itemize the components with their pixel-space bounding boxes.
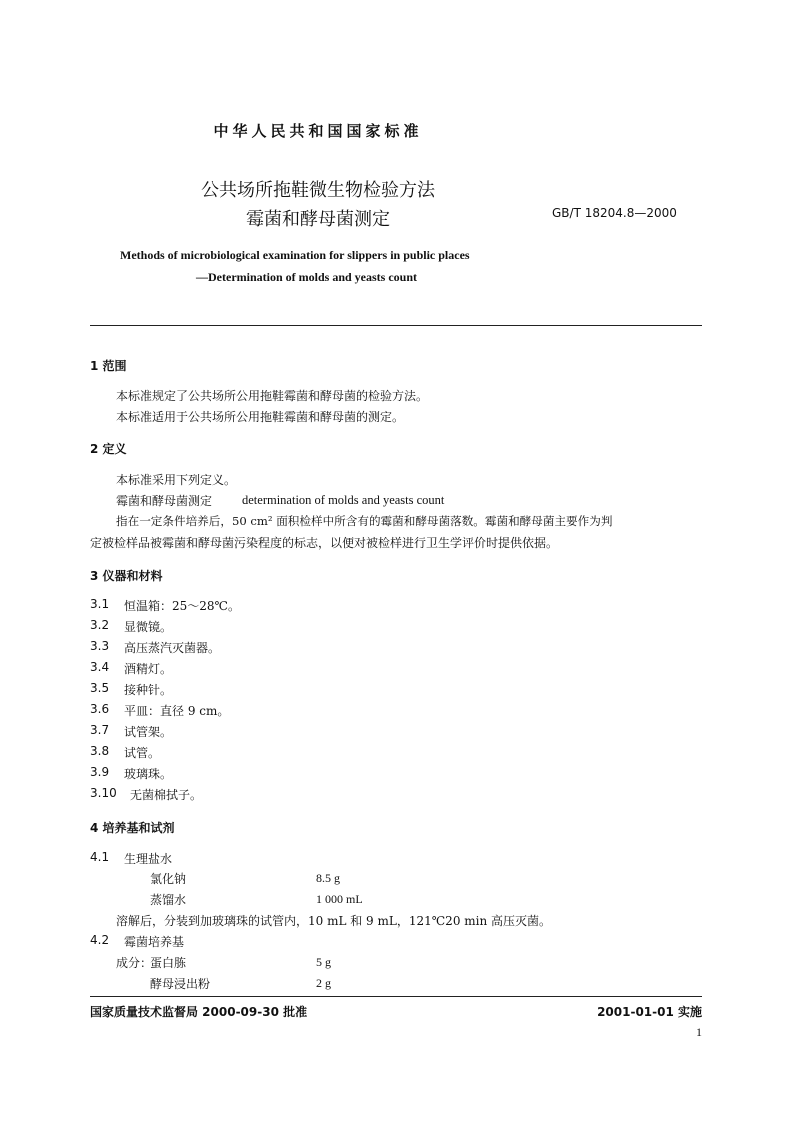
implementation-date: 2001-01-01 实施 [597,1005,702,1019]
english-subtitle: —Determination of molds and yeasts count [196,270,417,284]
header-divider [90,325,702,326]
footer-divider [90,996,702,997]
list-item: 平皿：直径 9 cm。 [124,704,230,718]
list-item: 无菌棉拭子。 [130,788,203,802]
term-english: determination of molds and yeasts count [242,493,445,507]
ingredient-amount: 1 000 mL [316,892,363,906]
document-subtitle: 霉菌和酵母菌测定 [246,209,390,230]
section-heading-media: 4 培养基和试剂 [90,821,175,835]
list-item: 高压蒸汽灭菌器。 [124,641,221,655]
item-number: 3.10 [90,786,117,800]
document-title: 公共场所拖鞋微生物检验方法 [201,180,435,201]
list-item: 显微镜。 [124,620,173,634]
ingredient-amount: 2 g [316,976,331,990]
ingredient-name: 蛋白胨 [150,956,187,970]
standard-number: GB/T 18204.8—2000 [552,206,677,220]
ingredient-name: 氯化钠 [150,872,187,886]
section-heading-apparatus: 3 仪器和材料 [90,569,163,583]
ingredients-label: 成分： [116,956,153,970]
list-item: 酒精灯。 [124,662,173,676]
section-heading-definition: 2 定义 [90,442,127,456]
definition-line: 指在一定条件培养后，50 cm² 面积检样中所含有的霉菌和酵母菌落数。霉菌和酵母菌主要作为判 [116,514,613,528]
list-item: 接种针。 [124,683,173,697]
ingredient-name: 酵母浸出粉 [150,977,211,991]
list-item: 恒温箱：25～28℃。 [124,599,240,613]
item-number: 3.8 [90,744,110,758]
page-number: 1 [696,1025,702,1039]
list-item: 玻璃珠。 [124,767,173,781]
paragraph: 本标准适用于公共场所公用拖鞋霉菌和酵母菌的测定。 [116,410,405,424]
section-heading-scope: 1 范围 [90,359,127,373]
item-number: 3.7 [90,723,110,737]
paragraph: 本标准采用下列定义。 [116,473,237,487]
ingredient-name: 蒸馏水 [150,893,187,907]
preparation-note: 溶解后，分装到加玻璃珠的试管内，10 mL 和 9 mL，121℃20 min 高压灭菌。 [116,914,552,928]
list-item: 试管架。 [124,725,173,739]
item-number: 3.2 [90,618,110,632]
subsection-number: 4.2 [90,933,110,947]
term-chinese: 霉菌和酵母菌测定 [116,494,213,508]
item-number: 3.5 [90,681,110,695]
list-item: 试管。 [124,746,161,760]
definition-line: 定被检样品被霉菌和酵母菌污染程度的标志，以便对被检样进行卫生学评价时提供依据。 [90,536,559,550]
item-number: 3.1 [90,597,110,611]
paragraph: 本标准规定了公共场所公用拖鞋霉菌和酵母菌的检验方法。 [116,389,429,403]
subsection-title: 霉菌培养基 [124,935,185,949]
english-title: Methods of microbiological examination for slippers in public places [120,248,470,262]
item-number: 3.9 [90,765,110,779]
national-standard-label: 中华人民共和国国家标准 [213,122,423,140]
item-number: 3.3 [90,639,110,653]
subsection-title: 生理盐水 [124,852,173,866]
subsection-number: 4.1 [90,850,110,864]
item-number: 3.4 [90,660,110,674]
item-number: 3.6 [90,702,110,716]
ingredient-amount: 8.5 g [316,871,340,885]
approval-info: 国家质量技术监督局 2000-09-30 批准 [90,1005,308,1019]
ingredient-amount: 5 g [316,955,331,969]
